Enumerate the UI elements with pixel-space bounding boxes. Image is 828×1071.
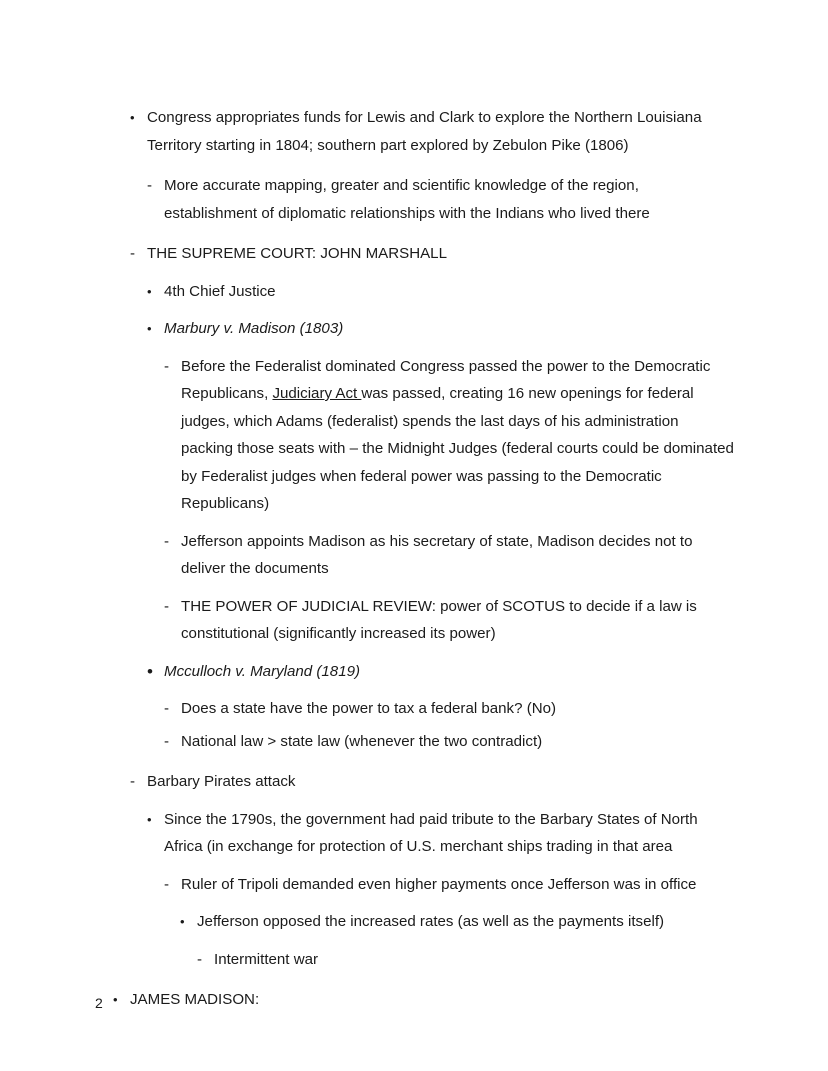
outline-item-marbury-v-madison <box>147 315 828 343</box>
outline-item-barbary-pirates-heading <box>130 768 828 796</box>
dash-marker-icon: - <box>197 950 203 968</box>
outline-item-text <box>181 353 734 518</box>
outline-item-national-law-supremacy <box>164 728 828 756</box>
dash-marker-icon: - <box>164 597 170 615</box>
outline-item-jefferson-opposed-rates <box>180 908 828 936</box>
outline-item-intermittent-war <box>197 946 828 974</box>
outline-item-fourth-chief-justice <box>147 278 828 306</box>
dash-marker-icon: - <box>164 700 170 717</box>
bullet-marker-icon: • <box>113 992 118 1007</box>
outline-item-text: Does a state have the power to tax a federal bank? (No) <box>181 700 557 717</box>
dash-marker-icon: - <box>130 773 136 790</box>
outline-item-text: JAMES MADISON: <box>130 991 260 1008</box>
dash-marker-icon: - <box>164 357 170 375</box>
bullet-marker-icon: • <box>147 321 152 336</box>
outline-item-text: Barbary Pirates attack <box>147 773 296 790</box>
outline-item-text: 4th Chief Justice <box>164 282 276 300</box>
outline-item-text: National law > state law (whenever the two contradict) <box>181 732 543 750</box>
bullet-marker-icon: • <box>180 914 185 929</box>
outline-item-judicial-review <box>164 593 828 648</box>
outline-item-mcculloch-v-maryland <box>147 658 828 686</box>
outline-item-state-tax-federal-bank <box>164 695 828 723</box>
outline-item-james-madison-heading <box>113 986 828 1014</box>
outline-item-lewis-clark-funds <box>130 104 828 159</box>
bullet-marker-icon: • <box>147 283 152 299</box>
outline-item-text: More accurate mapping, greater and scientific knowledge of the region, establishment of diplomatic relationships with the Indians who lived there <box>164 177 650 222</box>
outline-item-text: Congress appropriates funds for Lewis and Clark to explore the Northern Louisiana Territory starting in 1804; southern part explored by Zebulon Pike (1806) <box>147 109 702 154</box>
outline-item-text: Jefferson appoints Madison as his secretary of state, Madison decides not to deliver the documents <box>181 532 693 577</box>
dash-marker-icon: - <box>164 875 170 893</box>
outline-item-supreme-court-heading <box>130 240 828 268</box>
page-number: 2 <box>95 995 103 1011</box>
underlined-term: Judiciary Act <box>272 385 362 402</box>
outline-item-judiciary-act-background <box>164 353 828 518</box>
bullet-marker-icon: • <box>130 110 135 125</box>
outline-item-tribute-to-barbary-states <box>147 806 828 861</box>
bullet-marker-icon: • <box>147 661 153 681</box>
outline-item-madison-withholds-documents <box>164 528 828 583</box>
outline-item-text: THE POWER OF JUDICIAL REVIEW: power of SCOTUS to decide if a law is constitutional (significantly increased its power) <box>181 597 697 642</box>
outline-item-text: Since the 1790s, the government had paid tribute to the Barbary States of North Africa (in exchange for protection of U.S. merchant ships trading in that area <box>164 810 698 855</box>
outline-item-mapping-outcomes <box>147 172 828 227</box>
dash-marker-icon: - <box>147 177 153 194</box>
text-run: Before the Federalist dominated Congress passed the power to the Democratic Republicans, <box>181 357 711 402</box>
bullet-marker-icon: • <box>147 811 152 827</box>
dash-marker-icon: - <box>164 732 170 750</box>
outline-item-text: Jefferson opposed the increased rates (as well as the payments itself) <box>197 913 665 930</box>
dash-marker-icon: - <box>130 245 136 262</box>
dash-marker-icon: - <box>164 532 170 550</box>
outline-item-ruler-of-tripoli <box>164 871 828 899</box>
outline-item-text: Mcculloch v. Maryland (1819) <box>164 662 361 680</box>
outline-item-text: Ruler of Tripoli demanded even higher payments once Jefferson was in office <box>181 875 697 893</box>
outline-item-text: Intermittent war <box>214 950 319 968</box>
outline-item-text: THE SUPREME COURT: JOHN MARSHALL <box>147 245 447 262</box>
text-run: was passed, creating 16 new openings for federal judges, which Adams (federalist) spends the last days of his administration packing those seats with – the Midnight Judges (federal courts could be dominated by Federalist judges when federal power was passing to the Democratic Republicans) <box>181 385 734 512</box>
outline-item-text: Marbury v. Madison (1803) <box>164 320 344 337</box>
outline-list <box>0 104 828 1019</box>
